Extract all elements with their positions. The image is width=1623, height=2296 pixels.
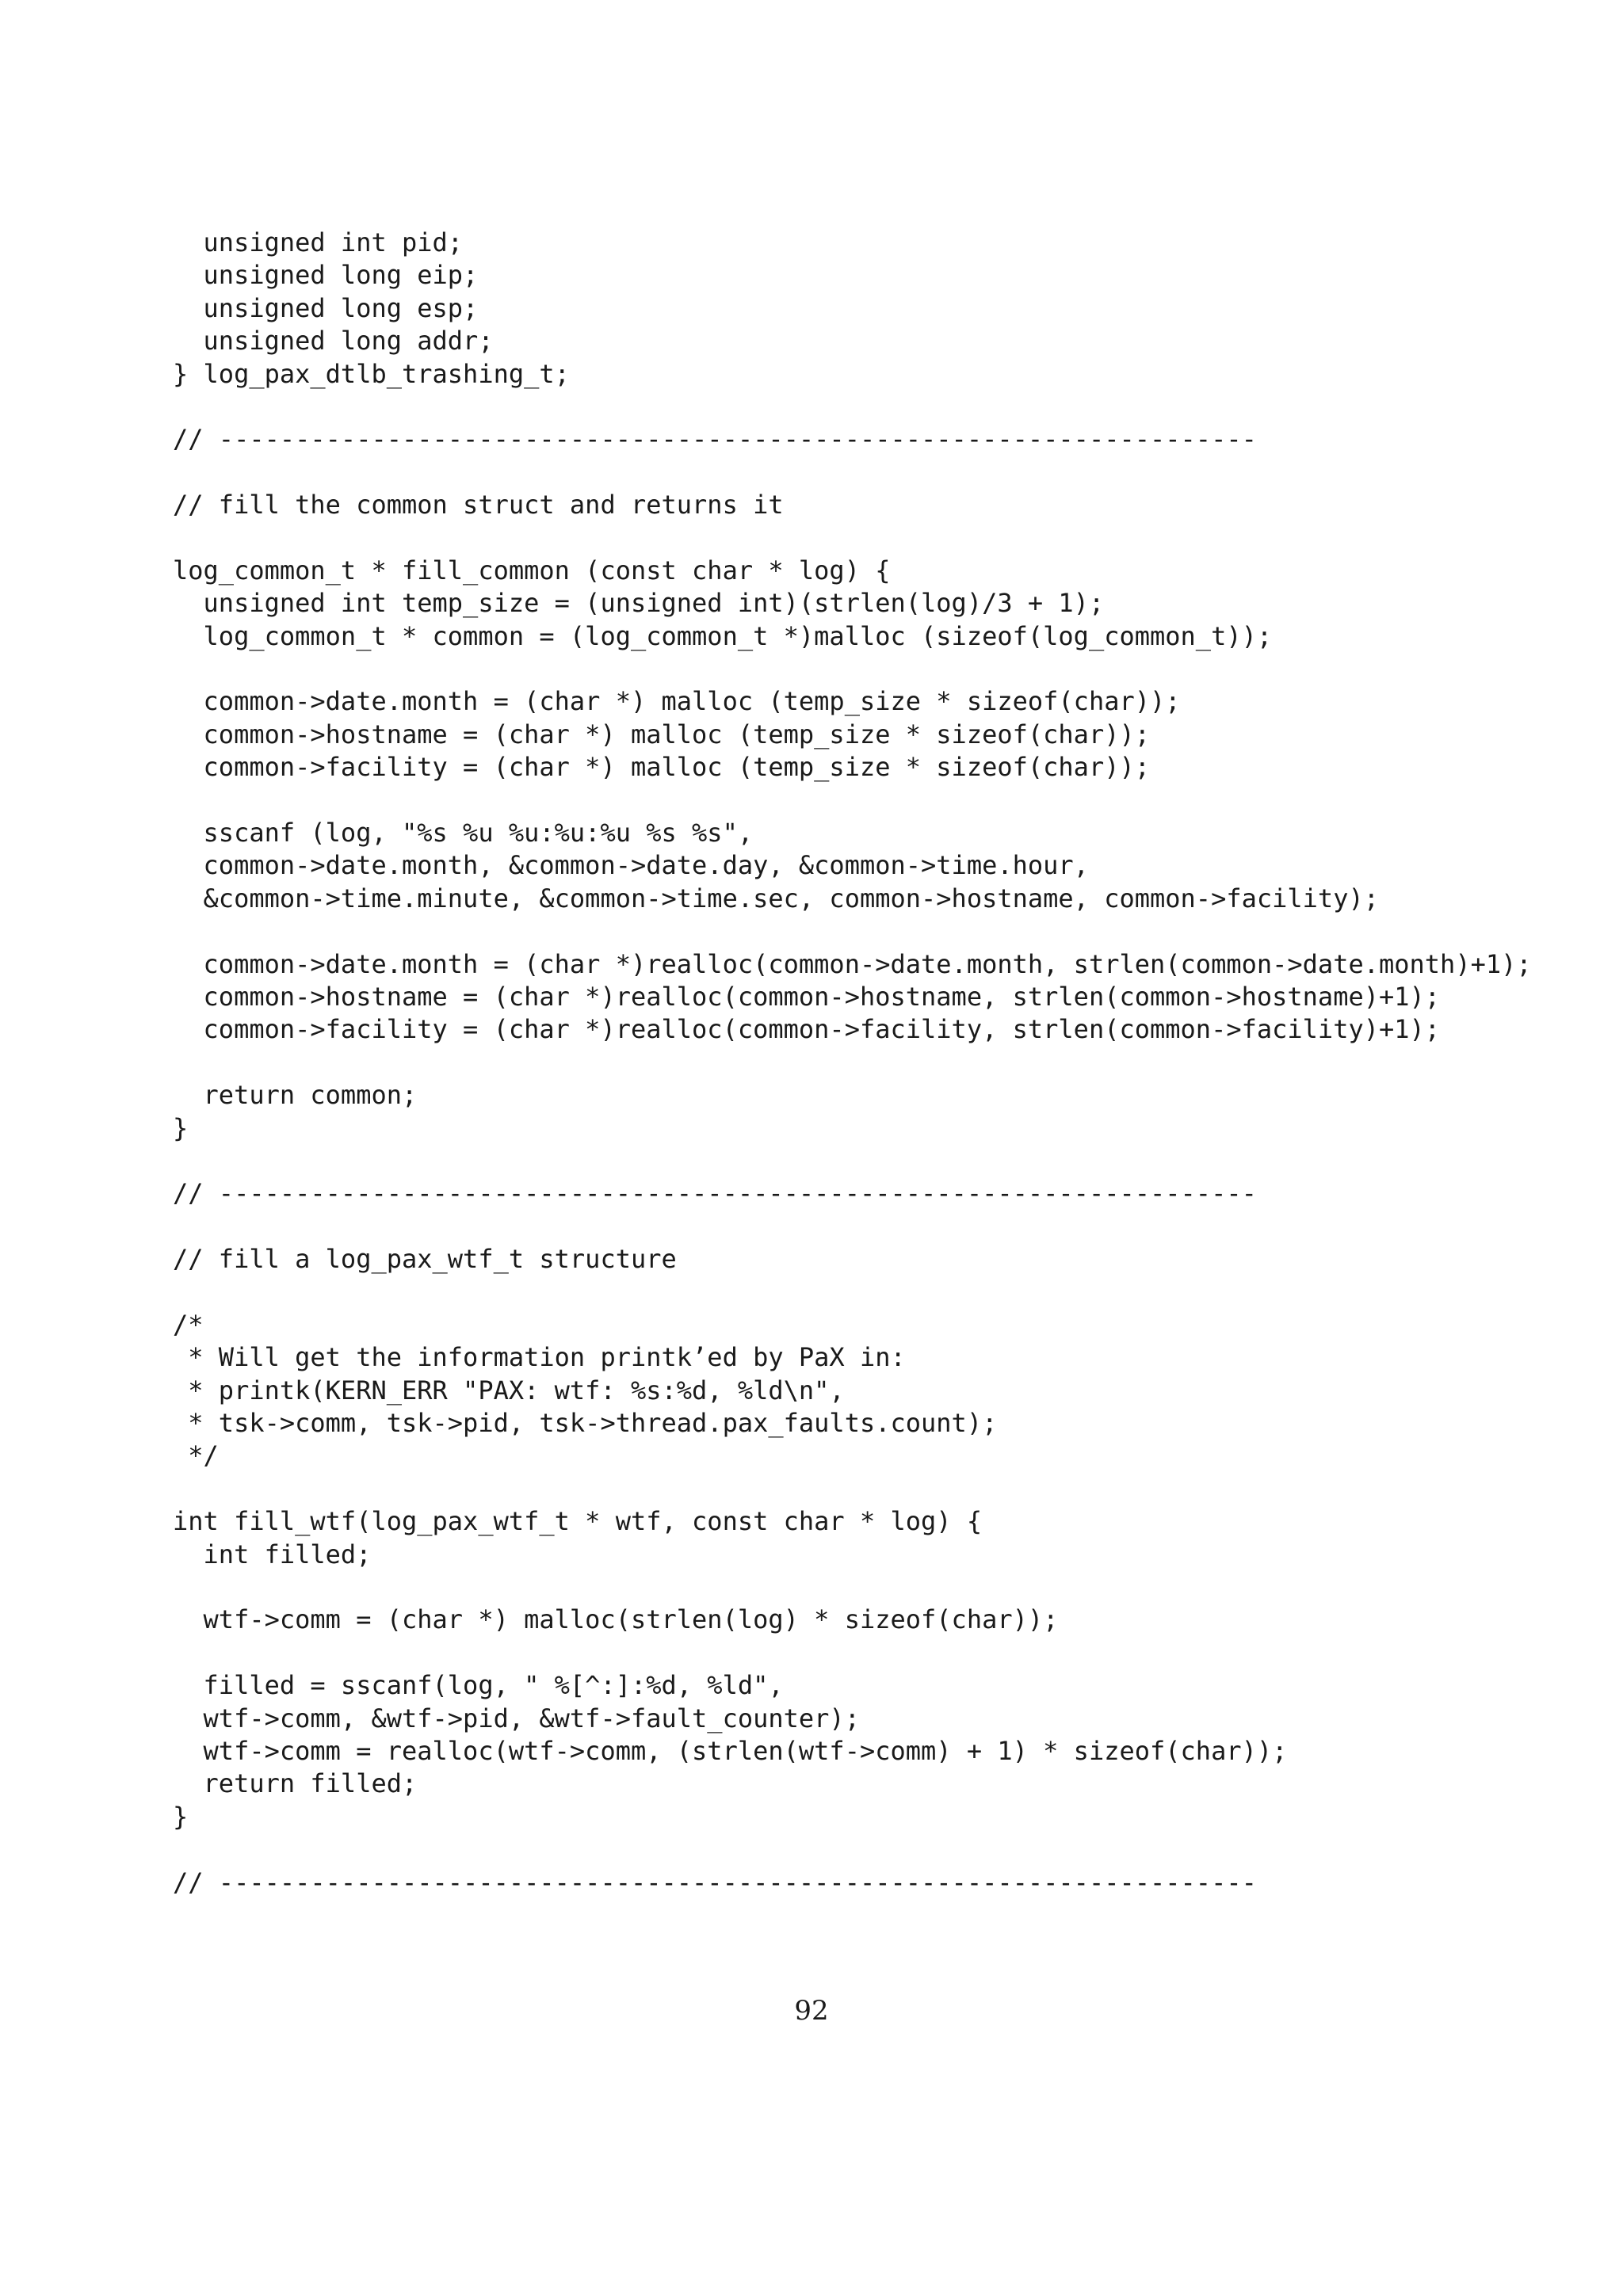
code-line: unsigned int pid; — [173, 227, 464, 257]
code-line: */ — [173, 1440, 219, 1471]
code-blank-line — [173, 915, 1532, 948]
code-line: log_common_t * fill_common (const char * log) { — [173, 555, 891, 585]
code-line: int fill_wtf(log_pax_wtf_t * wtf, const char * log) { — [173, 1506, 983, 1537]
code-line: common->facility = (char *)realloc(common->facility, strlen(common->facility)+1); — [173, 1014, 1441, 1045]
code-blank-line — [173, 522, 1532, 555]
code-line: common->hostname = (char *) malloc (temp_size * sizeof(char)); — [173, 719, 1150, 749]
code-line: } — [173, 1801, 189, 1832]
code-line: * printk(KERN_ERR "PAX: wtf: %s:%d, %ld\n", — [173, 1375, 845, 1405]
code-line: * Will get the information printk’ed by PaX in: — [173, 1342, 906, 1373]
code-line: int filled; — [173, 1539, 372, 1569]
code-blank-line — [173, 1637, 1532, 1669]
page-number: 92 — [794, 1995, 829, 2027]
code-blank-line — [173, 1833, 1532, 1866]
code-line: unsigned long eip; — [173, 260, 479, 291]
code-line: // fill a log_pax_wtf_t structure — [173, 1244, 677, 1275]
code-line: // -------------------------------------------------------------------- — [173, 424, 1257, 455]
code-blank-line — [173, 1047, 1532, 1079]
code-line: return filled; — [173, 1768, 418, 1799]
code-blank-line — [173, 1145, 1532, 1177]
code-line: wtf->comm = (char *) malloc(strlen(log) * sizeof(char)); — [173, 1604, 1059, 1635]
code-line: common->date.month = (char *) malloc (temp_size * sizeof(char)); — [173, 686, 1181, 717]
code-line: sscanf (log, "%s %u %u:%u:%u %s %s", — [173, 818, 754, 849]
code-blank-line — [173, 1276, 1532, 1309]
code-line: return common; — [173, 1080, 418, 1111]
code-line: common->facility = (char *) malloc (temp_size * sizeof(char)); — [173, 752, 1150, 783]
code-listing — [173, 227, 1532, 1899]
code-line: // -------------------------------------------------------------------- — [173, 1867, 1257, 1897]
code-line: common->date.month, &common->date.day, &common->time.hour, — [173, 850, 1089, 881]
code-blank-line — [173, 784, 1532, 817]
code-blank-line — [173, 1571, 1532, 1604]
code-blank-line — [173, 653, 1532, 685]
code-line: common->date.month = (char *)realloc(common->date.month, strlen(common->date.month)+1); — [173, 948, 1532, 979]
code-line: common->hostname = (char *)realloc(common->hostname, strlen(common->hostname)+1); — [173, 981, 1441, 1012]
code-blank-line — [173, 1473, 1532, 1505]
code-blank-line — [173, 1211, 1532, 1243]
code-line: filled = sscanf(log, " %[^:]:%d, %ld", — [173, 1670, 784, 1701]
code-line: // fill the common struct and returns it — [173, 490, 784, 521]
code-blank-line — [173, 391, 1532, 423]
code-line: } log_pax_dtlb_trashing_t; — [173, 358, 570, 389]
code-line: unsigned int temp_size = (unsigned int)(strlen(log)/3 + 1); — [173, 588, 1105, 619]
code-line: log_common_t * common = (log_common_t *)malloc (sizeof(log_common_t)); — [173, 620, 1273, 651]
code-line: unsigned long addr; — [173, 326, 494, 357]
code-line: unsigned long esp; — [173, 292, 479, 323]
code-blank-line — [173, 456, 1532, 489]
code-line: } — [173, 1112, 189, 1143]
code-line: // -------------------------------------------------------------------- — [173, 1178, 1257, 1209]
code-line: /* — [173, 1309, 204, 1340]
code-line: wtf->comm = realloc(wtf->comm, (strlen(wtf->comm) + 1) * sizeof(char)); — [173, 1735, 1288, 1766]
code-line: &common->time.minute, &common->time.sec, common->hostname, common->facility); — [173, 883, 1379, 913]
code-line: wtf->comm, &wtf->pid, &wtf->fault_counter); — [173, 1703, 860, 1733]
code-line: * tsk->comm, tsk->pid, tsk->thread.pax_faults.count); — [173, 1408, 998, 1439]
